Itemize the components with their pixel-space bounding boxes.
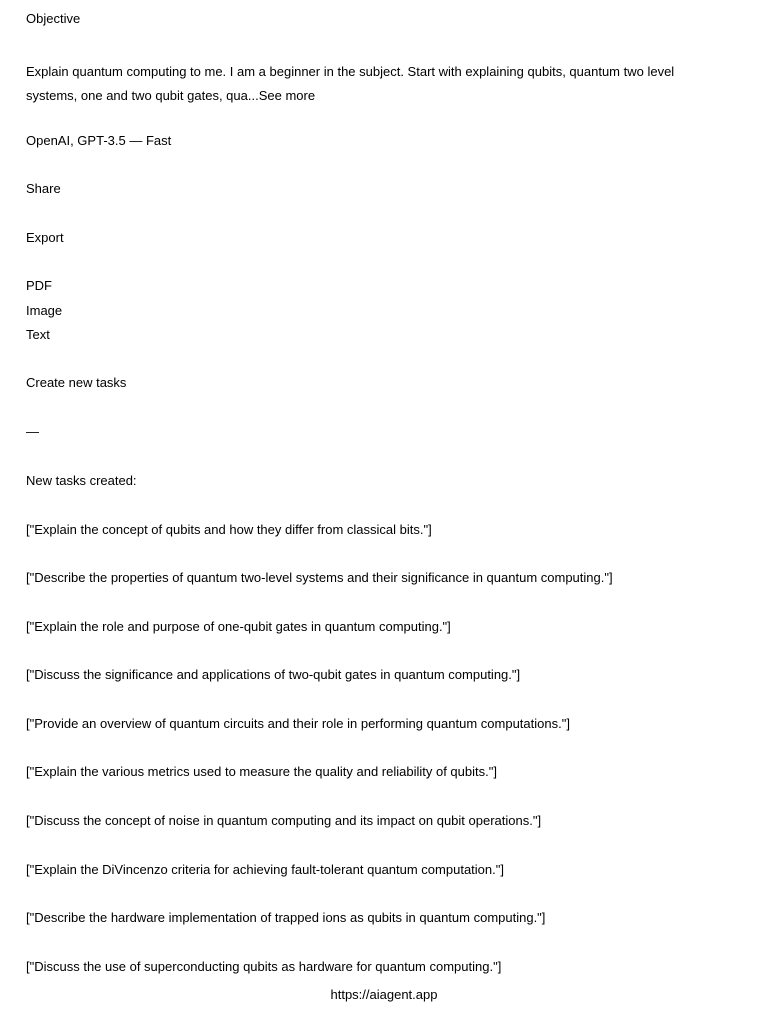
share-button[interactable]: Share	[26, 181, 61, 196]
export-button[interactable]: Export	[26, 230, 64, 245]
export-image-option[interactable]: Image	[26, 303, 63, 318]
create-tasks-heading: Create new tasks	[26, 375, 127, 390]
task-item: ["Explain the concept of qubits and how they differ from classical bits."]	[26, 522, 432, 537]
task-item: ["Provide an overview of quantum circuits and their role in performing quantum computations."]	[26, 716, 570, 731]
new-tasks-label: New tasks created:	[26, 473, 137, 488]
task-item: ["Explain the role and purpose of one-qubit gates in quantum computing."]	[26, 619, 451, 634]
export-pdf-option[interactable]: PDF	[26, 278, 52, 293]
footer-url[interactable]: https://aiagent.app	[330, 987, 438, 1002]
export-text-option[interactable]: Text	[26, 327, 50, 342]
objective-text	[26, 60, 726, 108]
objective-heading: Objective	[26, 11, 81, 26]
section-divider: —	[26, 424, 39, 439]
task-item: ["Describe the hardware implementation of trapped ions as qubits in quantum computing."]	[26, 910, 546, 925]
see-more-link[interactable]: See more	[258, 88, 316, 103]
objective-text-body: Explain quantum computing to me. I am a beginner in the subject. Start with explaining qubits, quantum two level systems, one and two qubit gates, qua...	[26, 64, 675, 103]
task-item: ["Explain the DiVincenzo criteria for achieving fault-tolerant quantum computation."]	[26, 862, 504, 877]
task-item: ["Explain the various metrics used to measure the quality and reliability of qubits."]	[26, 764, 497, 779]
task-item: ["Discuss the concept of noise in quantum computing and its impact on qubit operations."]	[26, 813, 542, 828]
task-item: ["Discuss the use of superconducting qubits as hardware for quantum computing."]	[26, 959, 502, 974]
task-item: ["Describe the properties of quantum two-level systems and their significance in quantum computing."]	[26, 570, 613, 585]
task-item: ["Discuss the significance and applications of two-qubit gates in quantum computing."]	[26, 667, 521, 682]
model-label: OpenAI, GPT-3.5 — Fast	[26, 133, 172, 148]
